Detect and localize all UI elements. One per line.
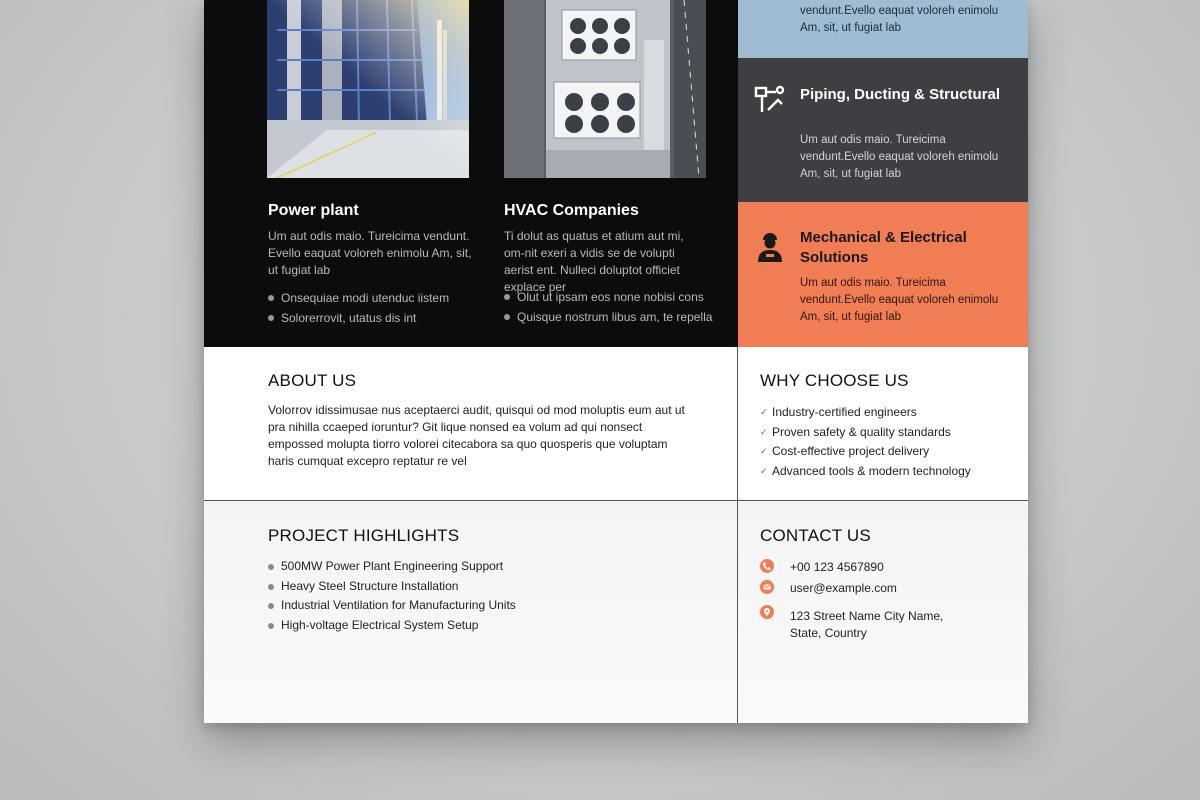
column-divider bbox=[737, 347, 738, 723]
list-item: 500MW Power Plant Engineering Support bbox=[268, 557, 516, 577]
highlights-title: PROJECT HIGHLIGHTS bbox=[268, 526, 460, 545]
why-choose-list bbox=[760, 403, 971, 481]
list-item: Heavy Steel Structure Installation bbox=[268, 577, 516, 597]
phone-number[interactable]: +00 123 4567890 bbox=[790, 560, 884, 574]
engineer-icon bbox=[754, 230, 786, 262]
list-item: ✓ Advanced tools & modern technology bbox=[760, 462, 971, 482]
row-divider bbox=[204, 500, 1028, 501]
list-item: ✓ Proven safety & quality standards bbox=[760, 423, 971, 443]
phone-icon bbox=[760, 559, 774, 573]
contact-title: CONTACT US bbox=[760, 526, 871, 545]
highlights-list bbox=[268, 557, 516, 635]
address-line-2: State, Country bbox=[790, 626, 867, 640]
email-icon bbox=[760, 580, 774, 594]
list-item: Industrial Ventilation for Manufacturing Units bbox=[268, 596, 516, 616]
why-choose-title: WHY CHOOSE US bbox=[760, 371, 909, 390]
list-item: Onsequiae modi utenduc iistem bbox=[268, 288, 449, 308]
about-text: Volorrov idissimusae nus aceptaerci audit, quisqui od mod moluptis eum aut ut pra nihilla ccaeped ioruntur? Git lique nonsed ea volum ad qui nonsect empossed molupta tiorro volorei citecabora sa quo quosperis que voluptam haris cumquat excepro reptatur re vel bbox=[268, 403, 685, 468]
card-body-hvac: Ti dolut as quatus et atium aut mi, om-nit exeri a vidis se de volupti aerist ent. Nulleci doluptot officiet explace per bbox=[504, 229, 684, 294]
location-pin-icon bbox=[760, 605, 774, 619]
power-plant-bullets bbox=[268, 288, 449, 328]
card-body-power-plant: Um aut odis maio. Tureicima vendunt. Evello eaquat voloreh enimolu Am, sit, ut fugiat lab bbox=[268, 229, 472, 277]
service-piping-title: Piping, Ducting & Structural bbox=[800, 86, 1001, 103]
service-mechanical-text: Um aut odis maio. Tureicima vendunt.Evello eaquat voloreh enimolu Am, sit, ut fugiat lab bbox=[800, 277, 999, 323]
contact-phone bbox=[790, 559, 884, 576]
service-piping-text: Um aut odis maio. Tureicima vendunt.Evello eaquat voloreh enimolu Am, sit, ut fugiat lab bbox=[800, 134, 999, 180]
list-item: ✓ Cost-effective project delivery bbox=[760, 442, 971, 462]
address-line-1: 123 Street Name City Name, bbox=[790, 609, 944, 623]
services-dark-band bbox=[204, 0, 738, 347]
list-item: Olut ut ipsam eos none nobisi cons bbox=[504, 287, 712, 307]
card-title-power-plant: Power plant bbox=[268, 202, 359, 219]
service-card-piping bbox=[738, 58, 1028, 202]
power-plant-photo bbox=[267, 0, 469, 178]
hvac-bullets bbox=[504, 287, 712, 327]
pipe-wrench-icon bbox=[754, 84, 786, 116]
list-item: Quisque nostrum libus am, te repella bbox=[504, 307, 712, 327]
email-address[interactable]: user@example.com bbox=[790, 581, 897, 595]
list-item: Solorerrovit, utatus dis int bbox=[268, 308, 449, 328]
service-blue-text: vendunt.Evello eaquat voloreh enimolu Am, sit, ut fugiat lab bbox=[800, 5, 999, 34]
hvac-rooftop-photo bbox=[504, 0, 706, 178]
card-title-hvac: HVAC Companies bbox=[504, 202, 639, 219]
contact-email bbox=[790, 580, 897, 597]
about-title: ABOUT US bbox=[268, 371, 357, 390]
service-card-blue bbox=[738, 0, 1028, 58]
flyer-page bbox=[204, 0, 1028, 723]
service-card-mechanical bbox=[738, 202, 1028, 347]
list-item: High-voltage Electrical System Setup bbox=[268, 616, 516, 636]
list-item: ✓ Industry-certified engineers bbox=[760, 403, 971, 423]
service-mechanical-title: Mechanical & Electrical Solutions bbox=[800, 229, 967, 266]
contact-address bbox=[790, 608, 943, 642]
